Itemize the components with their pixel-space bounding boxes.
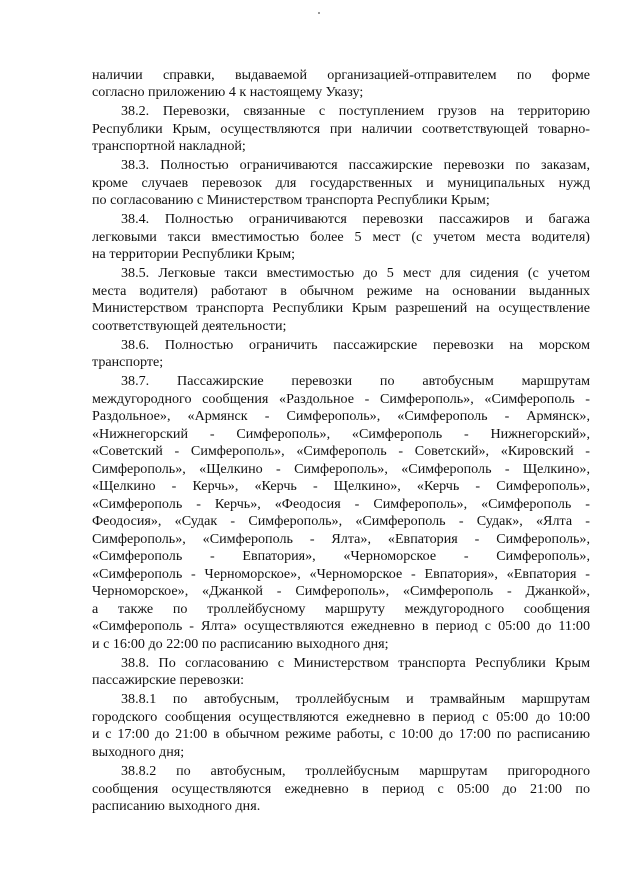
text-line: соответствующей деятельности; — [92, 318, 287, 334]
scan-speck — [318, 12, 320, 14]
text-line: Республики Крым, осуществляются при наличии соответствующей товарно- — [92, 121, 590, 137]
text-line: транспортной накладной; — [92, 138, 246, 154]
text-line: на территории Республики Крым; — [92, 246, 296, 262]
text-line: Феодосия», «Судак - Симферополь», «Симферополь - Судак», «Ялта - — [92, 513, 590, 529]
text-line: пассажирские перевозки: — [92, 672, 245, 688]
text-line: наличии справки, выдаваемой организацией-отправителем по форме — [92, 67, 590, 83]
text-line: транспорте; — [92, 354, 164, 370]
text-line: «Симферополь - Евпатория», «Черноморское - Симферополь», — [92, 548, 590, 564]
text-line: выходного дня; — [92, 744, 185, 760]
text-line: согласно приложению 4 к настоящему Указу; — [92, 84, 364, 100]
text-line: 38.3. Полностью ограничиваются пассажирские перевозки по заказам, — [121, 157, 590, 173]
text-line: «Щелкино - Керчь», «Керчь - Щелкино», «Керчь - Симферополь», — [92, 478, 590, 494]
text-line: и с 17:00 до 21:00 в обычном режиме работы, с 10:00 до 17:00 по расписанию — [92, 726, 590, 742]
text-line: расписанию выходного дня. — [92, 798, 261, 814]
text-line: «Симферополь - Черноморское», «Черноморское - Евпатория», «Евпатория - — [92, 566, 590, 582]
text-line: Симферополь», «Симферополь - Ялта», «Евпатория - Симферополь», — [92, 531, 590, 547]
text-line: кроме случаев перевозок для государственных и муниципальных нужд — [92, 175, 590, 191]
text-line: 38.6. Полностью ограничить пассажирские перевозки на морском — [121, 337, 590, 353]
text-line: места водителя) работают в обычном режиме на основании выданных — [92, 283, 590, 299]
text-line: сообщения осуществляются ежедневно в период с 05:00 до 21:00 по — [92, 781, 590, 797]
text-line: «Нижнегорский - Симферополь», «Симферополь - Нижнегорский», — [92, 426, 590, 442]
text-line: легковыми такси вместимостью более 5 мест (с учетом места водителя) — [92, 229, 590, 245]
text-line: а также по троллейбусному маршруту междугородного сообщения — [92, 601, 590, 617]
text-line: 38.7. Пассажирские перевозки по автобусным маршрутам — [121, 373, 590, 389]
text-line: Симферополь», «Щелкино - Симферополь», «Симферополь - Щелкино», — [92, 461, 590, 477]
text-line: «Симферополь - Ялта» осуществляются ежедневно в период с 05:00 до 11:00 — [92, 618, 590, 634]
text-line: Раздольное», «Армянск - Симферополь», «Симферополь - Армянск», — [92, 408, 590, 424]
text-line: 38.5. Легковые такси вместимостью до 5 мест для сидения (с учетом — [121, 265, 590, 281]
text-line: 38.2. Перевозки, связанные с поступлением грузов на территорию — [121, 103, 590, 119]
text-line: Черноморское», «Джанкой - Симферополь», «Симферополь - Джанкой», — [92, 583, 590, 599]
text-line: «Симферополь - Керчь», «Феодосия - Симферополь», «Симферополь - — [92, 496, 590, 512]
text-line: 38.8.2 по автобусным, троллейбусным маршрутам пригородного — [121, 763, 590, 779]
text-line: 38.4. Полностью ограничиваются перевозки пассажиров и багажа — [121, 211, 590, 227]
text-line: 38.8.1 по автобусным, троллейбусным и трамвайным маршрутам — [121, 691, 590, 707]
text-line: и с 16:00 до 22:00 по расписанию выходного дня; — [92, 636, 389, 652]
text-line: «Советский - Симферополь», «Симферополь - Советский», «Кировский - — [92, 443, 590, 459]
text-line: 38.8. По согласованию с Министерством транспорта Республики Крым — [121, 655, 590, 671]
text-line: по согласованию с Министерством транспорта Республики Крым; — [92, 192, 490, 208]
text-line: Министерством транспорта Республики Крым разрешений на осуществление — [92, 300, 590, 316]
text-line: городского сообщения осуществляются ежедневно в период с 05:00 до 10:00 — [92, 709, 590, 725]
text-line: междугородного сообщения «Раздольное - Симферополь», «Симферополь - — [92, 391, 590, 407]
